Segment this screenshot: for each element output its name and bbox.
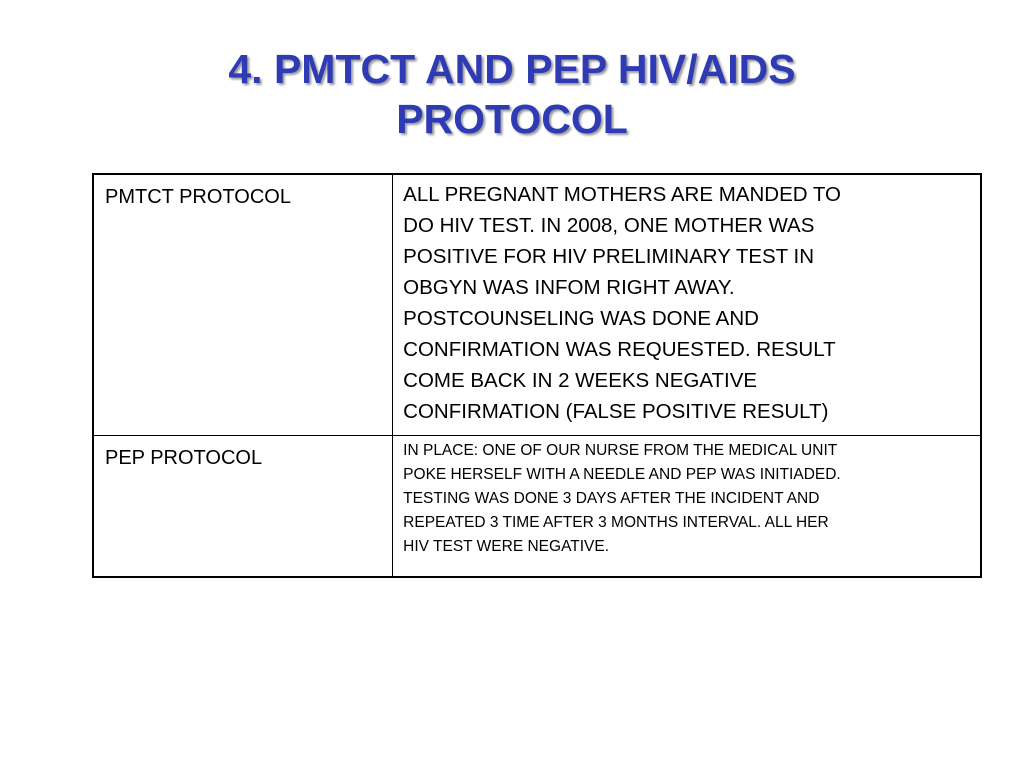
pep-protocol-description (393, 436, 981, 578)
pmtct-description-line: OBGYN WAS INFOM RIGHT AWAY. (403, 276, 735, 299)
pep-description-line: REPEATED 3 TIME AFTER 3 MONTHS INTERVAL. ALL HER (403, 514, 829, 531)
pep-description-line: IN PLACE: ONE OF OUR NURSE FROM THE MEDICAL UNIT (403, 442, 838, 459)
slide-title-line-1: 4. PMTCT AND PEP HIV/AIDS (228, 46, 796, 92)
pmtct-description-line: POSITIVE FOR HIV PRELIMINARY TEST IN (403, 245, 815, 268)
pmtct-protocol-description (393, 174, 981, 436)
protocol-table (92, 173, 982, 578)
pep-protocol-label: PEP PROTOCOL (93, 436, 393, 578)
pep-description-line: HIV TEST WERE NEGATIVE. (403, 538, 610, 555)
pmtct-protocol-label: PMTCT PROTOCOL (93, 174, 393, 436)
slide-title-line-2: PROTOCOL (396, 96, 628, 142)
pmtct-description-line: POSTCOUNSELING WAS DONE AND (403, 307, 759, 330)
pep-description-line: POKE HERSELF WITH A NEEDLE AND PEP WAS INITIADED. (403, 466, 841, 483)
pmtct-description-line: CONFIRMATION (FALSE POSITIVE RESULT) (403, 400, 829, 423)
pmtct-description-line: ALL PREGNANT MOTHERS ARE MANDED TO (403, 183, 841, 206)
table-row-pmtct (93, 174, 981, 436)
pmtct-description-line: COME BACK IN 2 WEEKS NEGATIVE (403, 369, 758, 392)
pep-description-line: TESTING WAS DONE 3 DAYS AFTER THE INCIDENT AND (403, 490, 820, 507)
pmtct-description-line: DO HIV TEST. IN 2008, ONE MOTHER WAS (403, 214, 815, 237)
slide-title (0, 44, 1024, 144)
pmtct-description-line: CONFIRMATION WAS REQUESTED. RESULT (403, 338, 836, 361)
table-row-pep (93, 436, 981, 578)
